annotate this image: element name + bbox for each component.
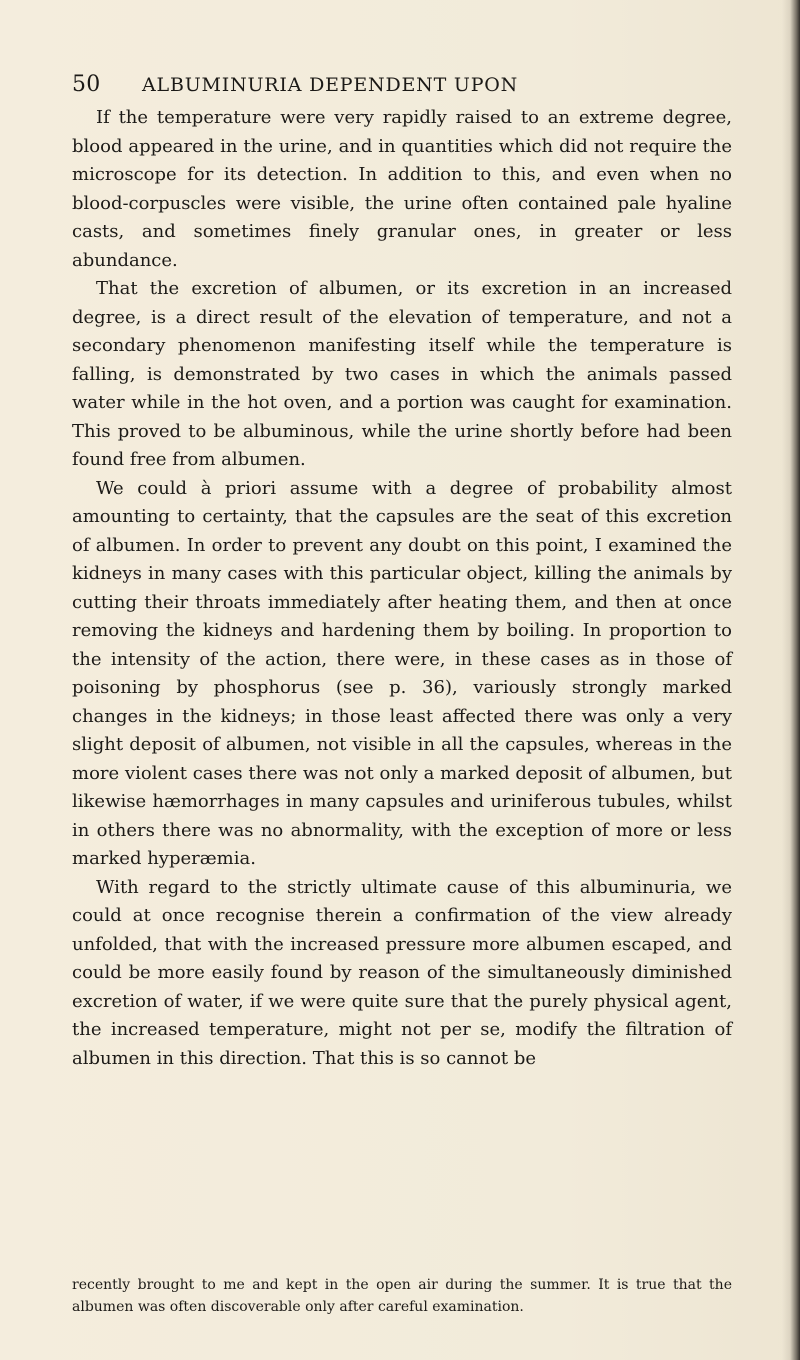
paragraph-2: That the excretion of albumen, or its excretion in an increased degree, is a direct result of the elevation of temperature, and not a secondary phenomenon manifesting itself while the temperature is falling, is demonstrated by two cases in which the animals passed water while in the hot oven, and a portion was caught for examination. This proved to be albuminous, while the urine shortly before had been found free from albumen. (72, 278, 732, 470)
paragraph-1: If the temperature were very rapidly raised to an extreme degree, blood appeared in the urine, and in quantities which did not require the microscope for its detection. In addition to this, and even when no blood-corpuscles were visible, the urine often contained pale hyaline casts, and sometimes finely granular ones, in greater or less abundance. (72, 107, 732, 271)
page-edge-shadow (782, 0, 800, 1360)
paragraph-4: With regard to the strictly ultimate cause of this albuminuria, we could at once recognise therein a confirmation of the view already unfolded, that with the increased pressure more albumen escaped, and could be more easily found by reason of the simultaneously diminished excretion of water, if we were quite sure that the purely physical agent, the increased temperature, might not per se, modify the filtration of albumen in this direction. That this is so cannot be (72, 876, 732, 1069)
body-text (72, 104, 732, 1073)
running-head: ALBUMINURIA DEPENDENT UPON (142, 74, 519, 96)
paragraph-3: We could à priori assume with a degree of probability almost amounting to certainty, that the capsules are the seat of this excretion of albumen. In order to prevent any doubt on this point, I examined the kidneys in many cases with this particular object, killing the animals by cutting their throats immediately after heating them, and then at once removing the kidneys and hardening them by boiling. In proportion to the intensity of the action, there were, in these cases as in those of poisoning by phosphorus (see p. 36), variously strongly marked changes in the kidneys; in those least affected there was only a very slight deposit of albumen, not visible in all the capsules, whereas in the more violent cases there was not only a marked deposit of albumen, but likewise hæmorrhages in many capsules and uriniferous tubules, whilst in others there was no abnormality, with the exception of more or less marked hyperæmia. (72, 477, 732, 869)
footnote: recently brought to me and kept in the open air during the summer. It is true that the albumen was often discoverable only after careful examination. (72, 1277, 732, 1315)
page-number: 50 (72, 72, 101, 97)
